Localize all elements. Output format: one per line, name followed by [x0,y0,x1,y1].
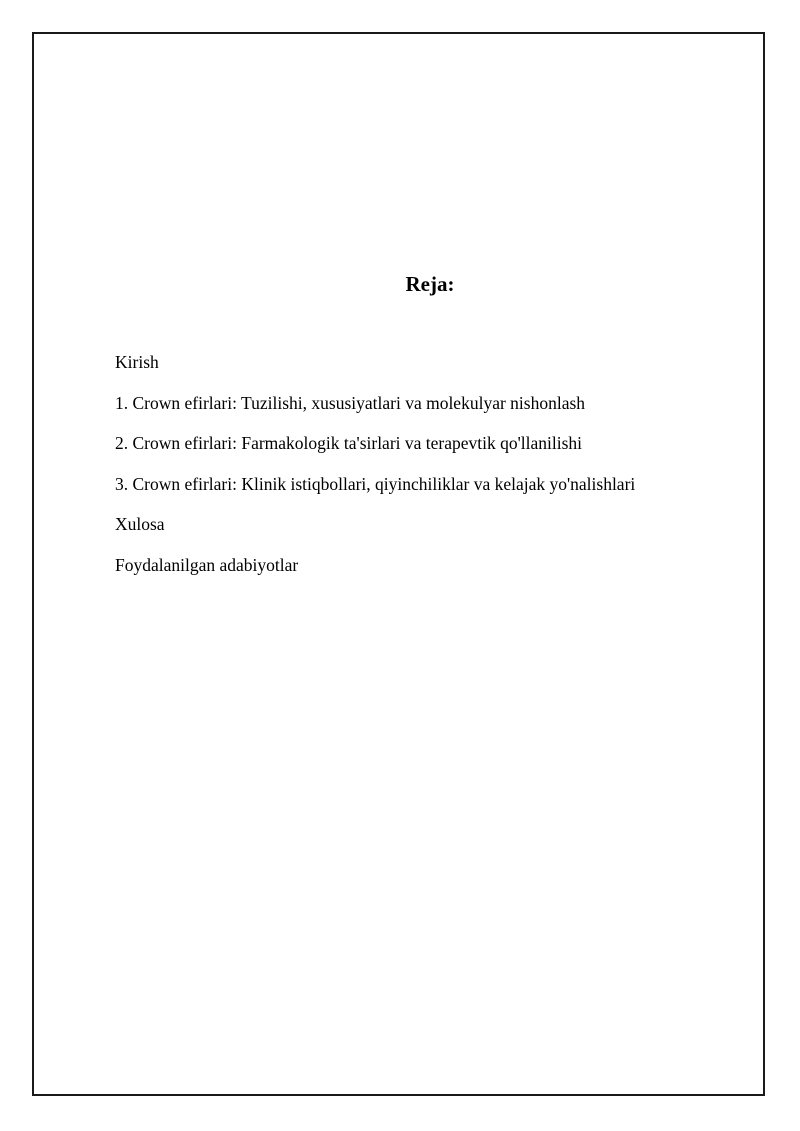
toc-item-introduction: Kirish [115,352,159,372]
toc-item-chapter-2: 2. Crown efirlari: Farmakologik ta'sirlari va terapevtik qo'llanilishi [115,433,583,453]
toc-item-conclusion: Xulosa [115,514,165,534]
page-title: Reja: [405,272,455,296]
table-of-contents [115,350,635,593]
toc-item-chapter-1: 1. Crown efirlari: Tuzilishi, xususiyatlari va molekulyar nishonlash [115,392,586,413]
toc-item-chapter-3: 3. Crown efirlari: Klinik istiqbollari, qiyinchiliklar va kelajak yo'nalishlari [115,473,636,494]
toc-item-references: Foydalanilgan adabiyotlar [115,554,299,575]
